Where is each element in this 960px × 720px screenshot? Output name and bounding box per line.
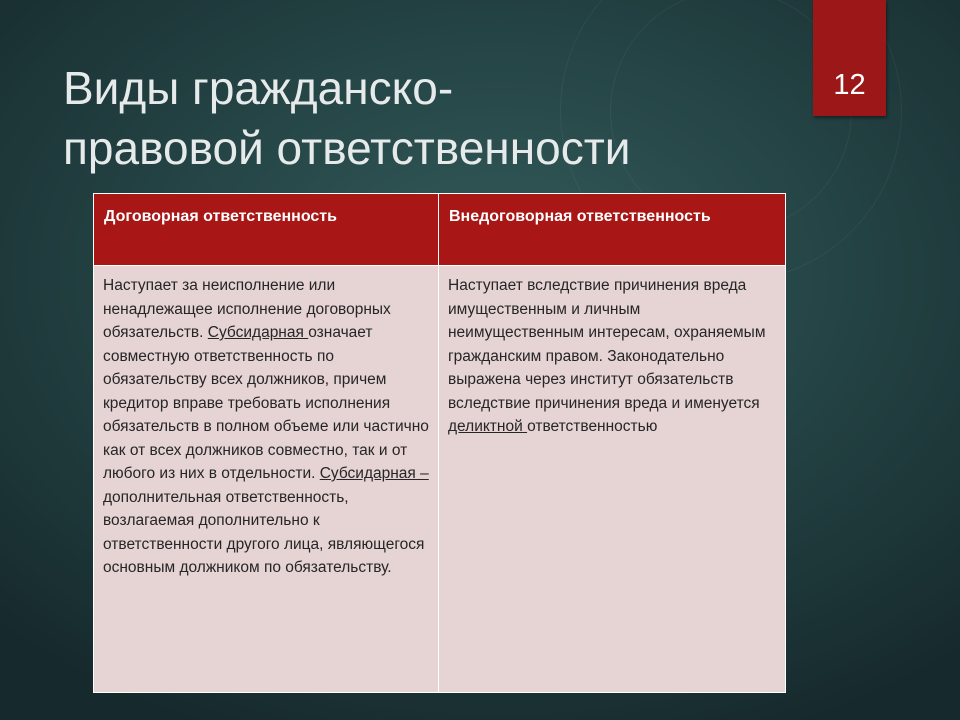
delict-term: деликтной — [448, 418, 528, 435]
header-contractual: Договорная ответственность — [94, 194, 439, 266]
non-contractual-description — [439, 266, 786, 693]
non-contractual-text-1: Наступает вследствие причинения вреда имущественным и личным неимущественным интересам, охраняемым гражданским правом. Законодательно выражена через институт обязательств вследствие причинения вреда и именуется — [448, 277, 766, 412]
contractual-description — [94, 266, 439, 693]
slide-title-line-2: правовой ответственности — [63, 122, 631, 174]
page-number: 12 — [833, 69, 866, 101]
non-contractual-text-2: ответственностью — [527, 418, 658, 435]
subsidiary-term-1: Субсидарная — [207, 324, 309, 341]
page-number-badge — [813, 0, 886, 116]
contractual-text-3: ополнительная ответственность, возлагаемая дополнительно к ответственности другого лица, являющегося основным должником по обязательству. — [103, 488, 425, 576]
slide-title — [63, 58, 783, 178]
header-non-contractual: Внедоговорная ответственность — [439, 194, 786, 266]
contractual-text-1: Наступает за неисполнение или ненадлежащее исполнение договорных обязательств. — [103, 277, 391, 341]
slide-title-line-1: Виды гражданско- — [63, 62, 454, 114]
contractual-text-2: означает совместную ответственность по обязательству всех должников, причем кредитор вправе требовать исполнения обязательств в полном объеме или частично как от всех должников совместно, так и от любого из них в отдельности. — [103, 324, 429, 482]
responsibility-table — [93, 193, 786, 693]
table-row — [94, 266, 786, 693]
table-header-row — [94, 194, 786, 266]
subsidiary-term-2: Субсидарная – д — [103, 465, 429, 506]
